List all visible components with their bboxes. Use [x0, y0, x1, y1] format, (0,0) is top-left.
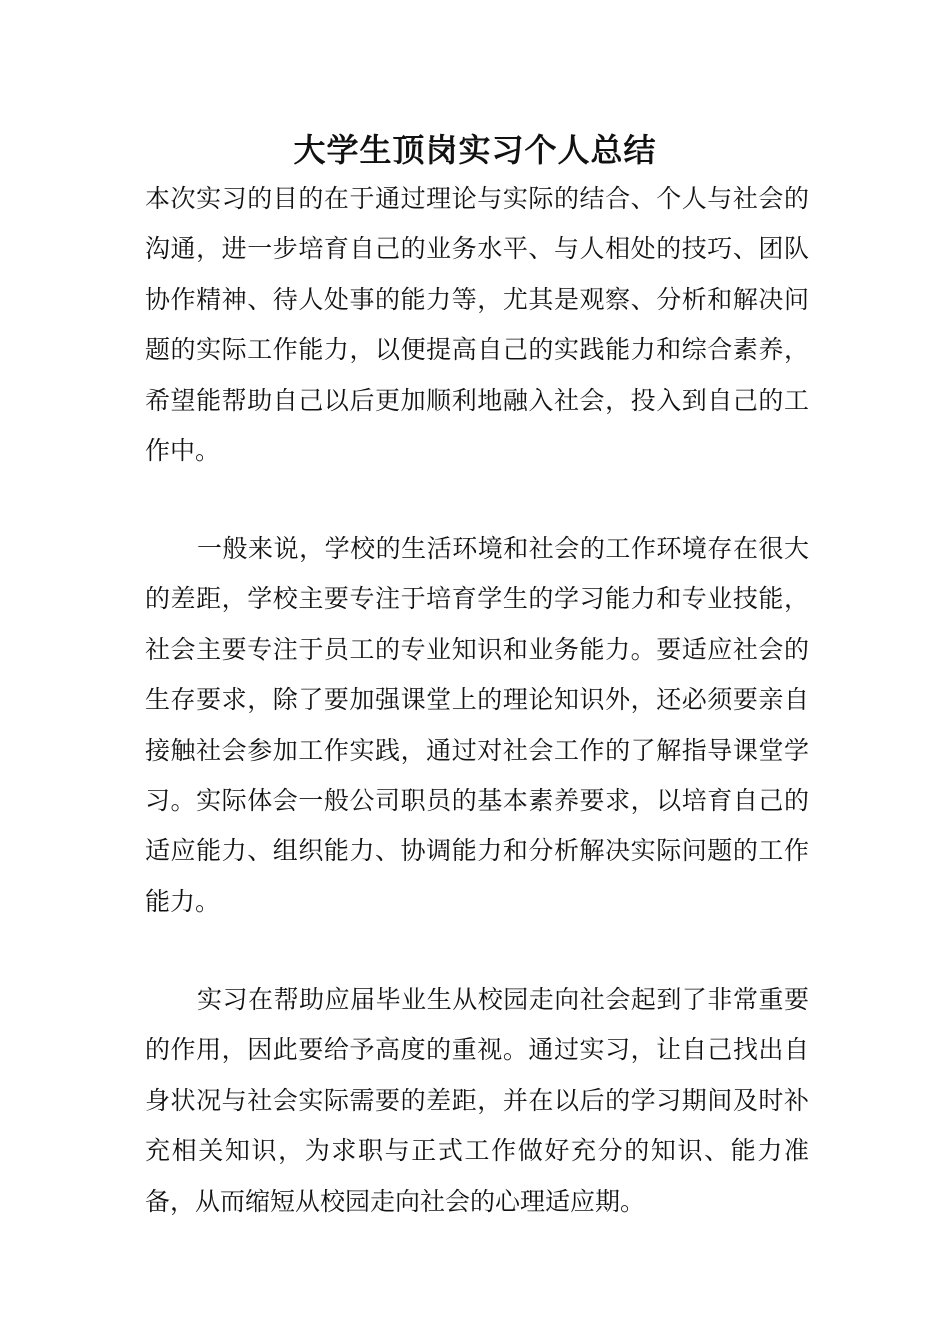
paragraph-purpose: 本次实习的目的在于通过理论与实际的结合、个人与社会的沟通，进一步培育自己的业务水平、与人相处的技巧、团队协作精神、待人处事的能力等，尤其是观察、分析和解决问题的实际工作能力，以便提高自己的实践能力和综合素养，希望能帮助自己以后更加顺利地融入社会，投入到自己的工作中。	[145, 184, 809, 466]
paragraph-importance: 实习在帮助应届毕业生从校园走向社会起到了非常重要的作用，因此要给予高度的重视。通过实习，让自己找出自身状况与社会实际需要的差距，并在以后的学习期间及时补充相关知识，为求职与正式工作做好充分的知识、能力准备，从而缩短从校园走向社会的心理适应期。	[145, 985, 809, 1216]
document-title: 大学生顶岗实习个人总结	[293, 131, 657, 169]
paragraph-environment: 一般来说，学校的生活环境和社会的工作环境存在很大的差距，学校主要专注于培育学生的学习能力和专业技能，社会主要专注于员工的专业知识和业务能力。要适应社会的生存要求，除了要加强课堂上的理论知识外，还必须要亲自接触社会参加工作实践，通过对社会工作的了解指导课堂学习。实际体会一般公司职员的基本素养要求，以培育自己的适应能力、组织能力、协调能力和分析解决实际问题的工作能力。	[145, 534, 809, 916]
